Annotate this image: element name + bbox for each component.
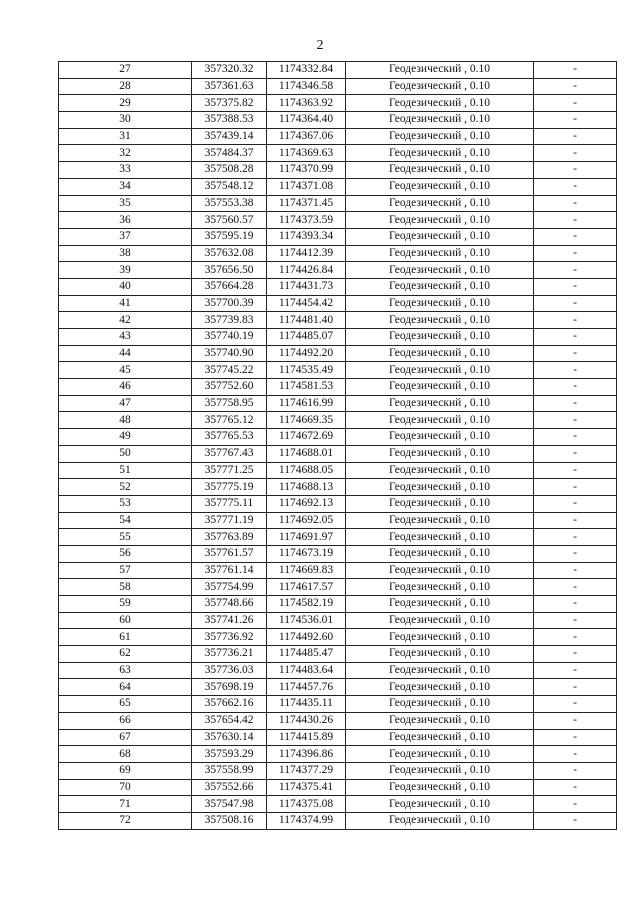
table-row [59,762,617,779]
y-coordinate-cell: 1174374.99 [267,812,346,829]
note-cell: - [534,629,617,646]
point-number-cell: 50 [59,445,192,462]
table-row [59,796,617,813]
method-accuracy-cell: Геодезический , 0.10 [346,95,534,112]
x-coordinate-cell: 357740.90 [192,345,267,362]
point-number-cell: 71 [59,796,192,813]
y-coordinate-cell: 1174363.92 [267,95,346,112]
point-number-cell: 42 [59,312,192,329]
table-row [59,295,617,312]
point-number-cell: 68 [59,746,192,763]
note-cell: - [534,445,617,462]
y-coordinate-cell: 1174396.86 [267,746,346,763]
method-accuracy-cell: Геодезический , 0.10 [346,562,534,579]
y-coordinate-cell: 1174430.26 [267,712,346,729]
table-row [59,679,617,696]
x-coordinate-cell: 357752.60 [192,379,267,396]
note-cell: - [534,529,617,546]
coordinates-table-body [59,62,617,830]
method-accuracy-cell: Геодезический , 0.10 [346,62,534,79]
method-accuracy-cell: Геодезический , 0.10 [346,212,534,229]
y-coordinate-cell: 1174688.13 [267,479,346,496]
point-number-cell: 51 [59,462,192,479]
y-coordinate-cell: 1174535.49 [267,362,346,379]
method-accuracy-cell: Геодезический , 0.10 [346,779,534,796]
method-accuracy-cell: Геодезический , 0.10 [346,429,534,446]
table-row [59,195,617,212]
x-coordinate-cell: 357361.63 [192,78,267,95]
point-number-cell: 29 [59,95,192,112]
y-coordinate-cell: 1174435.11 [267,696,346,713]
table-row [59,245,617,262]
note-cell: - [534,412,617,429]
x-coordinate-cell: 357484.37 [192,145,267,162]
x-coordinate-cell: 357767.43 [192,445,267,462]
method-accuracy-cell: Геодезический , 0.10 [346,262,534,279]
x-coordinate-cell: 357595.19 [192,228,267,245]
note-cell: - [534,429,617,446]
method-accuracy-cell: Геодезический , 0.10 [346,278,534,295]
x-coordinate-cell: 357771.25 [192,462,267,479]
note-cell: - [534,579,617,596]
point-number-cell: 64 [59,679,192,696]
x-coordinate-cell: 357736.92 [192,629,267,646]
x-coordinate-cell: 357748.66 [192,596,267,613]
note-cell: - [534,362,617,379]
y-coordinate-cell: 1174688.05 [267,462,346,479]
table-row [59,395,617,412]
point-number-cell: 55 [59,529,192,546]
x-coordinate-cell: 357630.14 [192,729,267,746]
note-cell: - [534,228,617,245]
table-row [59,95,617,112]
method-accuracy-cell: Геодезический , 0.10 [346,112,534,129]
y-coordinate-cell: 1174481.40 [267,312,346,329]
x-coordinate-cell: 357758.95 [192,395,267,412]
point-number-cell: 57 [59,562,192,579]
method-accuracy-cell: Геодезический , 0.10 [346,345,534,362]
x-coordinate-cell: 357654.42 [192,712,267,729]
note-cell: - [534,812,617,829]
point-number-cell: 41 [59,295,192,312]
x-coordinate-cell: 357547.98 [192,796,267,813]
x-coordinate-cell: 357740.19 [192,329,267,346]
table-row [59,562,617,579]
x-coordinate-cell: 357741.26 [192,612,267,629]
y-coordinate-cell: 1174377.29 [267,762,346,779]
method-accuracy-cell: Геодезический , 0.10 [346,796,534,813]
note-cell: - [534,312,617,329]
x-coordinate-cell: 357739.83 [192,312,267,329]
point-number-cell: 33 [59,162,192,179]
note-cell: - [534,779,617,796]
x-coordinate-cell: 357700.39 [192,295,267,312]
table-row [59,479,617,496]
method-accuracy-cell: Геодезический , 0.10 [346,329,534,346]
method-accuracy-cell: Геодезический , 0.10 [346,596,534,613]
point-number-cell: 36 [59,212,192,229]
method-accuracy-cell: Геодезический , 0.10 [346,395,534,412]
method-accuracy-cell: Геодезический , 0.10 [346,629,534,646]
y-coordinate-cell: 1174492.60 [267,629,346,646]
note-cell: - [534,479,617,496]
table-row [59,78,617,95]
note-cell: - [534,329,617,346]
y-coordinate-cell: 1174373.59 [267,212,346,229]
point-number-cell: 56 [59,545,192,562]
y-coordinate-cell: 1174332.84 [267,62,346,79]
x-coordinate-cell: 357558.99 [192,762,267,779]
note-cell: - [534,145,617,162]
y-coordinate-cell: 1174673.19 [267,545,346,562]
note-cell: - [534,395,617,412]
note-cell: - [534,112,617,129]
table-row [59,779,617,796]
point-number-cell: 27 [59,62,192,79]
point-number-cell: 37 [59,228,192,245]
table-row [59,278,617,295]
note-cell: - [534,612,617,629]
y-coordinate-cell: 1174431.73 [267,278,346,295]
note-cell: - [534,62,617,79]
y-coordinate-cell: 1174669.35 [267,412,346,429]
note-cell: - [534,796,617,813]
note-cell: - [534,729,617,746]
note-cell: - [534,762,617,779]
method-accuracy-cell: Геодезический , 0.10 [346,145,534,162]
method-accuracy-cell: Геодезический , 0.10 [346,545,534,562]
point-number-cell: 28 [59,78,192,95]
y-coordinate-cell: 1174415.89 [267,729,346,746]
coordinates-table [58,61,617,830]
table-row [59,145,617,162]
table-row [59,128,617,145]
table-row [59,629,617,646]
x-coordinate-cell: 357439.14 [192,128,267,145]
x-coordinate-cell: 357552.66 [192,779,267,796]
note-cell: - [534,178,617,195]
x-coordinate-cell: 357754.99 [192,579,267,596]
table-row [59,379,617,396]
table-row [59,312,617,329]
x-coordinate-cell: 357771.19 [192,512,267,529]
method-accuracy-cell: Геодезический , 0.10 [346,512,534,529]
table-row [59,178,617,195]
method-accuracy-cell: Геодезический , 0.10 [346,646,534,663]
point-number-cell: 43 [59,329,192,346]
method-accuracy-cell: Геодезический , 0.10 [346,128,534,145]
method-accuracy-cell: Геодезический , 0.10 [346,245,534,262]
table-row [59,596,617,613]
x-coordinate-cell: 357664.28 [192,278,267,295]
x-coordinate-cell: 357508.28 [192,162,267,179]
x-coordinate-cell: 357508.16 [192,812,267,829]
note-cell: - [534,746,617,763]
x-coordinate-cell: 357736.03 [192,662,267,679]
x-coordinate-cell: 357765.53 [192,429,267,446]
y-coordinate-cell: 1174692.05 [267,512,346,529]
note-cell: - [534,379,617,396]
table-row [59,212,617,229]
table-row [59,62,617,79]
point-number-cell: 65 [59,696,192,713]
point-number-cell: 44 [59,345,192,362]
note-cell: - [534,662,617,679]
y-coordinate-cell: 1174412.39 [267,245,346,262]
y-coordinate-cell: 1174582.19 [267,596,346,613]
y-coordinate-cell: 1174371.08 [267,178,346,195]
method-accuracy-cell: Геодезический , 0.10 [346,812,534,829]
note-cell: - [534,545,617,562]
table-row [59,112,617,129]
note-cell: - [534,562,617,579]
table-row [59,412,617,429]
table-row [59,712,617,729]
point-number-cell: 34 [59,178,192,195]
method-accuracy-cell: Геодезический , 0.10 [346,379,534,396]
note-cell: - [534,128,617,145]
point-number-cell: 67 [59,729,192,746]
x-coordinate-cell: 357656.50 [192,262,267,279]
y-coordinate-cell: 1174485.47 [267,646,346,663]
x-coordinate-cell: 357593.29 [192,746,267,763]
method-accuracy-cell: Геодезический , 0.10 [346,479,534,496]
y-coordinate-cell: 1174692.13 [267,495,346,512]
method-accuracy-cell: Геодезический , 0.10 [346,195,534,212]
method-accuracy-cell: Геодезический , 0.10 [346,445,534,462]
method-accuracy-cell: Геодезический , 0.10 [346,712,534,729]
x-coordinate-cell: 357775.11 [192,495,267,512]
x-coordinate-cell: 357736.21 [192,646,267,663]
x-coordinate-cell: 357632.08 [192,245,267,262]
method-accuracy-cell: Геодезический , 0.10 [346,696,534,713]
y-coordinate-cell: 1174370.99 [267,162,346,179]
point-number-cell: 53 [59,495,192,512]
point-number-cell: 61 [59,629,192,646]
method-accuracy-cell: Геодезический , 0.10 [346,495,534,512]
method-accuracy-cell: Геодезический , 0.10 [346,746,534,763]
point-number-cell: 60 [59,612,192,629]
y-coordinate-cell: 1174483.64 [267,662,346,679]
table-row [59,545,617,562]
y-coordinate-cell: 1174346.58 [267,78,346,95]
table-row [59,445,617,462]
note-cell: - [534,679,617,696]
note-cell: - [534,162,617,179]
y-coordinate-cell: 1174364.40 [267,112,346,129]
note-cell: - [534,95,617,112]
x-coordinate-cell: 357560.57 [192,212,267,229]
point-number-cell: 49 [59,429,192,446]
method-accuracy-cell: Геодезический , 0.10 [346,762,534,779]
table-row [59,362,617,379]
table-row [59,746,617,763]
method-accuracy-cell: Геодезический , 0.10 [346,362,534,379]
point-number-cell: 40 [59,278,192,295]
page-number: 2 [316,38,324,53]
table-row [59,646,617,663]
point-number-cell: 66 [59,712,192,729]
table-row [59,579,617,596]
y-coordinate-cell: 1174485.07 [267,329,346,346]
note-cell: - [534,495,617,512]
y-coordinate-cell: 1174669.83 [267,562,346,579]
y-coordinate-cell: 1174581.53 [267,379,346,396]
point-number-cell: 32 [59,145,192,162]
x-coordinate-cell: 357765.12 [192,412,267,429]
point-number-cell: 38 [59,245,192,262]
x-coordinate-cell: 357320.32 [192,62,267,79]
method-accuracy-cell: Геодезический , 0.10 [346,162,534,179]
y-coordinate-cell: 1174691.97 [267,529,346,546]
x-coordinate-cell: 357775.19 [192,479,267,496]
y-coordinate-cell: 1174426.84 [267,262,346,279]
table-row [59,612,617,629]
note-cell: - [534,295,617,312]
y-coordinate-cell: 1174617.57 [267,579,346,596]
x-coordinate-cell: 357388.53 [192,112,267,129]
method-accuracy-cell: Геодезический , 0.10 [346,295,534,312]
point-number-cell: 35 [59,195,192,212]
method-accuracy-cell: Геодезический , 0.10 [346,679,534,696]
point-number-cell: 52 [59,479,192,496]
point-number-cell: 69 [59,762,192,779]
note-cell: - [534,696,617,713]
table-row [59,228,617,245]
point-number-cell: 58 [59,579,192,596]
note-cell: - [534,262,617,279]
note-cell: - [534,278,617,295]
note-cell: - [534,345,617,362]
y-coordinate-cell: 1174492.20 [267,345,346,362]
table-row [59,262,617,279]
table-row [59,345,617,362]
y-coordinate-cell: 1174393.34 [267,228,346,245]
note-cell: - [534,462,617,479]
x-coordinate-cell: 357761.14 [192,562,267,579]
method-accuracy-cell: Геодезический , 0.10 [346,529,534,546]
point-number-cell: 63 [59,662,192,679]
x-coordinate-cell: 357548.12 [192,178,267,195]
method-accuracy-cell: Геодезический , 0.10 [346,178,534,195]
table-row [59,529,617,546]
y-coordinate-cell: 1174371.45 [267,195,346,212]
point-number-cell: 31 [59,128,192,145]
y-coordinate-cell: 1174688.01 [267,445,346,462]
table-row [59,662,617,679]
method-accuracy-cell: Геодезический , 0.10 [346,729,534,746]
note-cell: - [534,512,617,529]
note-cell: - [534,78,617,95]
note-cell: - [534,646,617,663]
method-accuracy-cell: Геодезический , 0.10 [346,579,534,596]
y-coordinate-cell: 1174454.42 [267,295,346,312]
y-coordinate-cell: 1174375.08 [267,796,346,813]
point-number-cell: 59 [59,596,192,613]
method-accuracy-cell: Геодезический , 0.10 [346,662,534,679]
point-number-cell: 39 [59,262,192,279]
table-row [59,729,617,746]
x-coordinate-cell: 357662.16 [192,696,267,713]
table-row [59,429,617,446]
table-row [59,812,617,829]
point-number-cell: 46 [59,379,192,396]
x-coordinate-cell: 357761.57 [192,545,267,562]
table-row [59,462,617,479]
method-accuracy-cell: Геодезический , 0.10 [346,412,534,429]
method-accuracy-cell: Геодезический , 0.10 [346,612,534,629]
table-row [59,512,617,529]
note-cell: - [534,195,617,212]
table-row [59,162,617,179]
note-cell: - [534,712,617,729]
method-accuracy-cell: Геодезический , 0.10 [346,462,534,479]
method-accuracy-cell: Геодезический , 0.10 [346,228,534,245]
point-number-cell: 48 [59,412,192,429]
table-row [59,696,617,713]
x-coordinate-cell: 357375.82 [192,95,267,112]
table-row [59,495,617,512]
point-number-cell: 70 [59,779,192,796]
y-coordinate-cell: 1174369.63 [267,145,346,162]
point-number-cell: 47 [59,395,192,412]
y-coordinate-cell: 1174672.69 [267,429,346,446]
x-coordinate-cell: 357553.38 [192,195,267,212]
y-coordinate-cell: 1174367.06 [267,128,346,145]
method-accuracy-cell: Геодезический , 0.10 [346,312,534,329]
note-cell: - [534,596,617,613]
y-coordinate-cell: 1174375.41 [267,779,346,796]
x-coordinate-cell: 357698.19 [192,679,267,696]
note-cell: - [534,245,617,262]
y-coordinate-cell: 1174536.01 [267,612,346,629]
point-number-cell: 30 [59,112,192,129]
point-number-cell: 62 [59,646,192,663]
point-number-cell: 45 [59,362,192,379]
x-coordinate-cell: 357745.22 [192,362,267,379]
method-accuracy-cell: Геодезический , 0.10 [346,78,534,95]
point-number-cell: 54 [59,512,192,529]
table-row [59,329,617,346]
y-coordinate-cell: 1174616.99 [267,395,346,412]
y-coordinate-cell: 1174457.76 [267,679,346,696]
point-number-cell: 72 [59,812,192,829]
x-coordinate-cell: 357763.89 [192,529,267,546]
note-cell: - [534,212,617,229]
